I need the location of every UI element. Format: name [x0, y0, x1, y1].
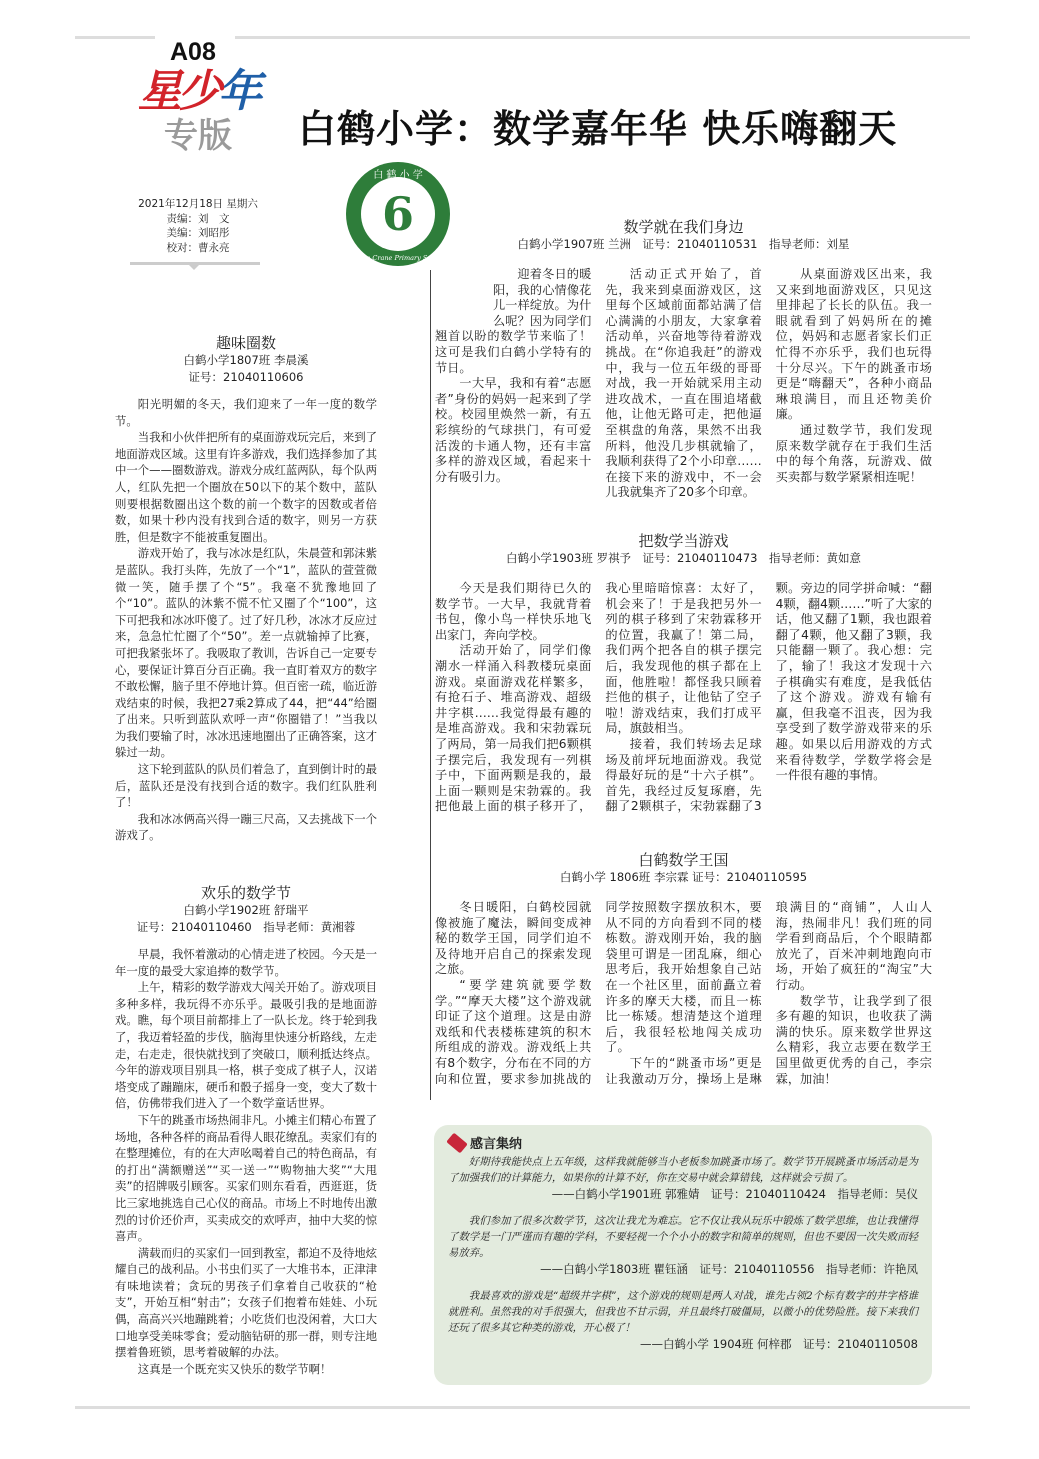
paragraph: 满载而归的买家们一回到教室，都迫不及待地炫耀自己的战利品。小书虫们买了一大堆书本，正津津有味地读着；贪玩的男孩子们拿着自己收获的“枪支”，开始互相“射击”；女孩子们抱着布娃娃、小玩偶，高高兴兴地蹦跳着；小吃货们也没闲着，大口大口地享受美味零食；爱动脑钻研的那一群，则专注地摆着鲁班锁，思考着破解的办法。 [115, 1245, 378, 1360]
paragraph: 通过数学节，我们发现原来数学就存在于我们生活中的每个角落，玩游戏、做买卖都与数学紧紧相连呢！ [775, 422, 932, 484]
page-number: A08 [170, 38, 216, 66]
paragraph: “要学建筑就要学数学。”“摩天大楼”这个游戏就印证了这个道理。这是由游戏纸和代表楼栋建筑的积木所组成的游戏。游戏纸上共有8个数字，分布在不同的方向和位置，要求参加挑战的同学按照数字摆放积木，要从不同的方向看到不同的楼栋数。游戏刚开始，我的脑袋里可谓是一团乱麻，细心思考后，我开始想象自己站在一个社区里，面前矗立着许多的摩天大楼，而且一栋比一栋矮。想清楚这个道理后，我很轻松地闯关成功了。 [435, 900, 762, 1086]
editor: 责编：刘 文 [166, 212, 230, 225]
paragraph: 我和冰冰俩高兴得一蹦三尺高，又去挑战下一个游戏了。 [115, 811, 378, 843]
article-title: 白鹤数学王国 [638, 851, 729, 869]
brand-subtitle: 专版 [164, 116, 232, 156]
comment-signature: ——白鹤小学1803班 瞿钰涵 证号：21040110556 指导老师：许艳凤 [540, 1262, 918, 1276]
date: 2021年12月18日 星期六 [138, 198, 258, 210]
comment-item [448, 1288, 918, 1353]
brand-logo [138, 68, 258, 156]
crane-icon: 6 [361, 177, 435, 251]
article-title: 把数学当游戏 [638, 532, 729, 550]
comments-box [434, 1125, 932, 1385]
article-title: 数学就在我们身边 [623, 218, 744, 236]
article-byline: 证号：21040110460 指导老师：黄湘蓉 [136, 920, 356, 934]
logo-wrap-space [435, 267, 493, 314]
paragraph: 从桌面游戏区出来，我又来到地面游戏区，只见这里排起了长长的队伍。我一眼就看到了妈妈所在的摊位，妈妈和志愿者家长们正忙得不亦乐乎，我们也玩得十分尽兴。下午的跳蚤市场更是“嗨翻天”，各种小商品琳琅满目，而且还物美价廉。 [775, 267, 932, 422]
article-title: 欢乐的数学节 [200, 884, 291, 902]
edition-meta [118, 197, 278, 255]
brand-char: 少 [178, 66, 218, 117]
proofreader: 校对：曹永亮 [166, 241, 230, 254]
bottom-rule [75, 1406, 970, 1409]
article-byline: 白鹤小学1902班 舒瑞平 [183, 903, 309, 917]
article-body [435, 267, 932, 501]
paragraph: 接着，我们转场去足球场及前坪玩地面游戏。我觉得最好玩的是“十六子棋”。首先，我经过反复琢磨，先翻了2颗棋子，宋勃霖翻了3颗。旁边的同学拼命喊：“翻4颗，翻4颗……”听了大家的话，他又翻了1颗，我也跟着翻了4颗，他又翻了3颗，我只能翻一颗了。我心想：完了，输了！我这才发现十六子棋确实有难度，是我低估了这个游戏。游戏有输有赢，但我毫不沮丧，因为我享受到了数学游戏带来的乐趣。如果以后用游戏的方式来看待数学，学数学将会是一件很有趣的事情。 [605, 581, 932, 814]
article-byline: 白鹤小学1903班 罗祺予 证号：21040110473 指导老师：黄如意 [506, 551, 861, 565]
paragraph: 当我和小伙伴把所有的桌面游戏玩完后，来到了地面游戏区域。这里有许多游戏，我们选择参加了其中一个——圈数游戏。游戏分成红蓝两队，每个队两人，红队先把一个圈放在50以下的某个数中，蓝队则要根据数圈出这个数的前一个数字的因数或者倍数，如果十秒内没有找到合适的数字，则另一方获胜，但是数字不能被重复圈出。 [115, 430, 378, 544]
top-rule-left [75, 36, 155, 39]
comments-title: 感言集纳 [470, 1137, 523, 1152]
article-body [115, 946, 377, 1377]
paragraph: 上午，精彩的数学游戏大闯关开始了。游戏项目多种多样，我玩得不亦乐乎。最吸引我的是地面游戏。瞧，每个项目前都排上了一队长龙。终于轮到我了，我迈着轻盈的步伐，脑海里快速分析路线，左走走，右走走，很快就找到了突破口，顺利抵达终点。今年的游戏项目别具一格，棋子变成了棋子人，汉诺塔变成了蹦蹦床，硬币和骰子摇身一变，变大了数十倍，仿佛带我们进入了一个数学童话世界。 [115, 980, 378, 1111]
paragraph: 迎着冬日的暖阳，我的心情像花儿一样绽放。为什么呢？因为同学们翘首以盼的数学节来临了！这可是我们白鹤小学特有的节日。 [435, 267, 592, 375]
article-title: 趣味圈数 [215, 334, 276, 352]
paragraph: 阳光明媚的冬天，我们迎来了一年一度的数学节。 [115, 397, 377, 428]
pencil-icon [446, 1132, 468, 1153]
comment-text: 好期待我能快点上五年级，这样我就能够当小老板参加跳蚤市场了。数学节开展跳蚤市场活动是为了加强我们的计算能力，如果你的计算不好，你在交易中就会算错钱，这样就会亏损了。 [448, 1156, 918, 1184]
comment-item [448, 1213, 918, 1278]
brand-char: 星 [138, 66, 178, 117]
paragraph: 活动正式开始了，首先，我来到桌面游戏区，这里每个区域前面都站满了信心满满的小朋友，大家拿着活动单，兴奋地等待着游戏挑战。在“你追我赶”的游戏中，我与一位五年级的哥哥对战，我一开始就采用主动进攻战术，一直在围追堵截他，让他无路可走，把他逼至棋盘的角落，果然不出我所料，他没几步棋就输了，我顺利获得了2个小印章……在接下来的游戏中，不一会儿我就集齐了20多个印章。 [605, 267, 762, 500]
article-body [115, 396, 377, 844]
paragraph: 活动开始了，同学们像潮水一样涌入科教楼玩桌面游戏。桌面游戏花样繁多，有抢石子、堆高游戏、超级井字棋……我觉得最有趣的是堆高游戏。我和宋勃霖玩了两局，第一局我们把6颗棋子摆完后，我发现有一列棋子中，下面两颗是我的，最上面一颗则是宋勃霖的。我把他最上面的棋子移开了，我心里暗暗惊喜：太好了，机会来了！于是我把另外一列的棋子移到了宋勃霖移开的位置，我赢了！第二局，我们两个把各自的棋子摆完后，我发现他的棋子都在上面，他胜啦！都怪我只顾着拦他的棋子，让他钻了空子啦！游戏结束，我们打成平局，旗鼓相当。 [435, 581, 762, 814]
comment-item [448, 1154, 918, 1203]
comment-text: 我们参加了很多次数学节，这次让我尤为难忘。它不仅让我从玩乐中锻炼了数学思维，也让我懂得了数学是一门严谨而有趣的学科，不要轻视一个个小小的数字和简单的规则，但也不要因一次失败而轻易放弃。 [448, 1215, 918, 1259]
comments-header [448, 1133, 918, 1152]
seal-cn-text: 白 鹤 小 学 [373, 170, 423, 181]
paragraph: 下午的“跳蚤市场”更是让我激动万分，操场上是琳琅满目的“商铺”，人山人海，热闹非凡！我们班的同学看到商品后，个个眼睛都放光了，百米冲刺地跑向市场，开始了疯狂的“淘宝”大行动。 [605, 900, 932, 1086]
paragraph: 下午的跳蚤市场热闹非凡。小摊主们精心布置了场地，各种各样的商品看得人眼花缭乱。卖家们有的在整理摊位，有的在大声吆喝着自己的特色商品，有的打出“满额赠送”“买一送一”“购物抽大奖”“大甩卖”的招牌吸引顾客。买家们则东看看，西逛逛，货比三家地挑选自己心仪的商品。市场上不时地传出激烈的讨价还价声，买卖成交的欢呼声，抽中大奖的惊喜声。 [115, 1112, 378, 1244]
paragraph: 这真是一个既充实又快乐的数学节啊！ [137, 1361, 332, 1376]
designer: 美编：刘昭彤 [166, 227, 230, 239]
chevron-down-icon [186, 262, 202, 270]
brand-char: 年 [218, 66, 258, 117]
paragraph: 游戏开始了，我与冰冰是红队，朱晨萱和郭沫紫是蓝队。我打头阵，先放了一个“1”，蓝队的萱萱微微一笑，随手摆了个“5”。我毫不犹豫地回了个“10”。蓝队的沐紫不慌不忙又圈了个“100”，这下可把我和冰冰吓傻了。过了好几秒，冰冰才反应过来，急急忙忙圈了个“50”。差一点就输掉了比赛，可把我紧张坏了。我吸取了教训，告诉自己一定要专心，要保证计算百分百正确。我一直盯着双方的数字不敢松懈，脑子里不停地计算。但百密一疏，临近游戏结束的时候，我把27乘2算成了44，把“44”给圈了出来。只听到蓝队欢呼一声“你圈错了！”当我以为我们要输了时，冰冰迅速地圈出了正确答案，这才躲过一劫。 [115, 546, 378, 760]
article-huanle-shuxuejie [115, 884, 377, 1377]
article-shuxue-shenbian [435, 218, 932, 501]
article-quwei-quanshu [115, 334, 377, 844]
article-byline: 白鹤小学1807班 李晨溪 [183, 353, 309, 367]
article-ba-shuxue-dang-youxi [435, 532, 932, 815]
article-baihe-shuxue-wangguo [435, 851, 932, 1087]
seal-en-text: White Crane Primary School [350, 254, 446, 262]
article-byline: 白鹤小学 1806班 李宗霖 证号：21040110595 [559, 870, 808, 884]
article-body [435, 581, 932, 815]
paragraph: 这下轮到蓝队的队员们着急了，直到倒计时的最后，蓝队还是没有找到合适的数字。我们红队胜利了！ [115, 762, 378, 810]
comment-text: 我最喜欢的游戏是“超级井字棋”，这个游戏的规则是两人对战，谁先占领2个标有数字的井字格谁就胜利。虽然我的对手很强大，但我也不甘示弱，并且最终打破僵局，以微小的优势险胜。接下来我们还玩了很多其它种类的游戏，开心极了！ [448, 1290, 918, 1334]
article-body [435, 900, 932, 1087]
paragraph: 数学节，让我学到了很多有趣的知识，也收获了满满的快乐。原来数学世界这么精彩，我立志要在数学王国里做更优秀的自己，李宗霖，加油！ [775, 993, 932, 1086]
article-byline: 证号：21040110606 [188, 370, 304, 384]
paragraph: 一大早，我和有着“志愿者”身份的妈妈一起来到了学校。校园里焕然一新，有五彩缤纷的气球拱门，有可爱活泼的卡通人物，还有丰富多样的游戏区域，看起来十分有吸引力。 [435, 376, 592, 484]
comment-signature: ——白鹤小学1901班 郭雅婧 证号：21040110424 指导老师：吴仪 [551, 1187, 918, 1201]
paragraph: 冬日暖阳，白鹤校园就像被施了魔法，瞬间变成神秘的数学王国，同学们迫不及待地开启自己的探索发现之旅。 [435, 900, 592, 977]
article-byline: 白鹤小学1907班 兰洲 证号：21040110531 指导老师：刘星 [517, 237, 850, 251]
paragraph: 早晨，我怀着激动的心情走进了校园。今天是一年一度的最受大家追捧的数学节。 [115, 947, 378, 978]
paragraph: 今天是我们期待已久的数学节。一大早，我就背着书包，像小鸟一样快乐地飞出家门，奔向学校。 [435, 581, 592, 642]
page-headline: 白鹤小学：数学嘉年华 快乐嗨翻天 [298, 107, 898, 151]
top-rule-right [235, 36, 970, 39]
column-divider [430, 270, 431, 1100]
comment-signature: ——白鹤小学 1904班 何梓郡 证号：21040110508 [639, 1337, 918, 1351]
